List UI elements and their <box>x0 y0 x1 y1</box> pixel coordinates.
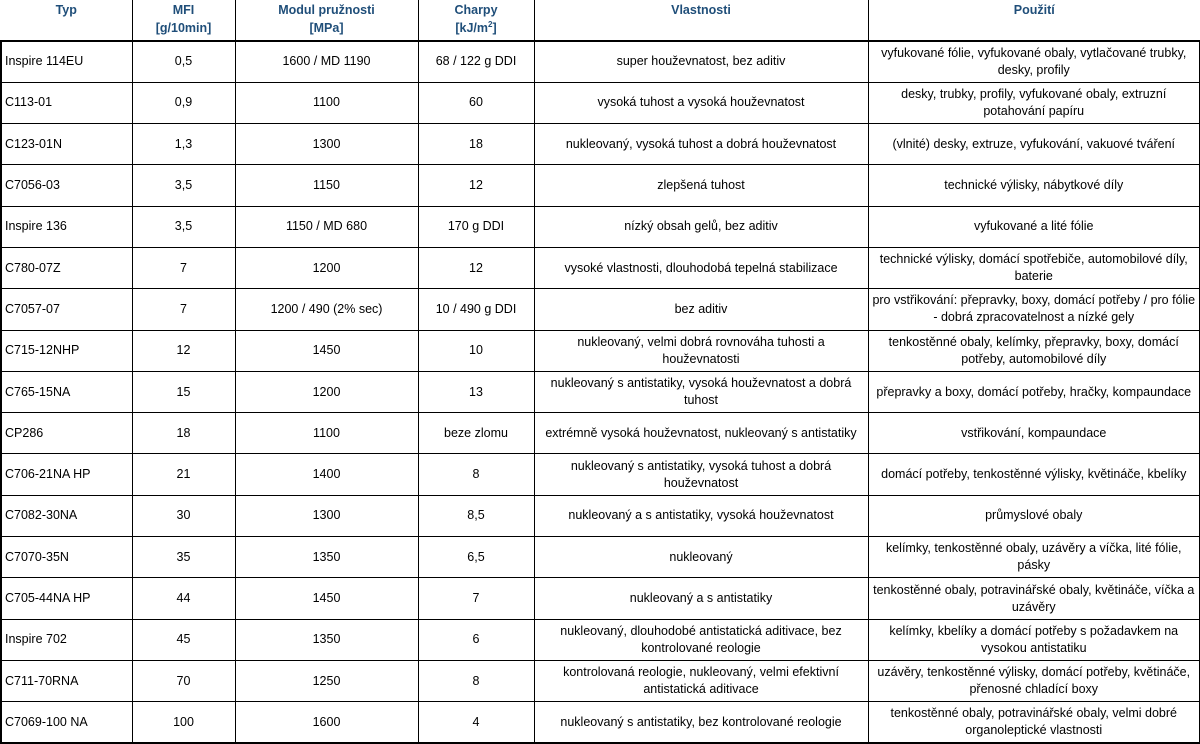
cell-modul: 1100 <box>235 413 418 454</box>
cell-charpy: 8 <box>418 454 534 495</box>
cell-vlastnosti: vysoká tuhost a vysoká houževnatost <box>534 82 868 123</box>
cell-typ: C715-12NHP <box>1 330 132 371</box>
cell-charpy: beze zlomu <box>418 413 534 454</box>
header-typ-label: Typ <box>55 3 77 17</box>
cell-mfi: 0,5 <box>132 41 235 82</box>
cell-pouziti: vstřikování, kompaundace <box>868 413 1200 454</box>
cell-vlastnosti: nukleovaný s antistatiky, bez kontrolované reologie <box>534 702 868 743</box>
cell-mfi: 15 <box>132 371 235 412</box>
cell-modul: 1600 <box>235 702 418 743</box>
table-row <box>1 124 1200 165</box>
cell-vlastnosti: nukleovaný, vysoká tuhost a dobrá houževnatost <box>534 124 868 165</box>
cell-charpy: 10 <box>418 330 534 371</box>
cell-typ: C711-70RNA <box>1 660 132 701</box>
cell-vlastnosti: zlepšená tuhost <box>534 165 868 206</box>
cell-pouziti: vyfukované fólie, vyfukované obaly, vytlačované trubky, desky, profily <box>868 41 1200 82</box>
header-mfi <box>132 0 235 41</box>
cell-charpy: 6 <box>418 619 534 660</box>
table-row <box>1 206 1200 247</box>
header-pouziti-label: Použití <box>1013 3 1055 17</box>
cell-mfi: 0,9 <box>132 82 235 123</box>
cell-typ: C7069-100 NA <box>1 702 132 743</box>
header-typ <box>1 0 132 41</box>
cell-vlastnosti: nukleovaný a s antistatiky <box>534 578 868 619</box>
cell-pouziti: (vlnité) desky, extruze, vyfukování, vakuové tváření <box>868 124 1200 165</box>
table-row <box>1 247 1200 288</box>
cell-vlastnosti: nukleovaný s antistatiky, vysoká tuhost a dobrá houževnatost <box>534 454 868 495</box>
cell-pouziti: domácí potřeby, tenkostěnné výlisky, květináče, kbelíky <box>868 454 1200 495</box>
cell-mfi: 70 <box>132 660 235 701</box>
cell-modul: 1350 <box>235 537 418 578</box>
cell-modul: 1200 / 490 (2% sec) <box>235 289 418 330</box>
cell-charpy: 12 <box>418 165 534 206</box>
table-row <box>1 330 1200 371</box>
header-pouziti <box>868 0 1200 41</box>
header-modul-label: Modul pružnosti <box>278 3 375 17</box>
cell-typ: Inspire 136 <box>1 206 132 247</box>
cell-pouziti: technické výlisky, nábytkové díly <box>868 165 1200 206</box>
cell-typ: Inspire 702 <box>1 619 132 660</box>
header-row <box>1 0 1200 41</box>
cell-mfi: 30 <box>132 495 235 536</box>
cell-pouziti: tenkostěnné obaly, kelímky, přepravky, boxy, domácí potřeby, automobilové díly <box>868 330 1200 371</box>
cell-modul: 1250 <box>235 660 418 701</box>
cell-pouziti: technické výlisky, domácí spotřebiče, automobilové díly, baterie <box>868 247 1200 288</box>
cell-typ: C7056-03 <box>1 165 132 206</box>
table-row <box>1 702 1200 743</box>
cell-charpy: 12 <box>418 247 534 288</box>
cell-pouziti: kelímky, tenkostěnné obaly, uzávěry a víčka, lité fólie, pásky <box>868 537 1200 578</box>
cell-vlastnosti: nukleovaný s antistatiky, vysoká houževnatost a dobrá tuhost <box>534 371 868 412</box>
table-row <box>1 660 1200 701</box>
cell-modul: 1350 <box>235 619 418 660</box>
cell-mfi: 21 <box>132 454 235 495</box>
cell-pouziti: tenkostěnné obaly, potravinářské obaly, květináče, víčka a uzávěry <box>868 578 1200 619</box>
cell-vlastnosti: super houževnatost, bez aditiv <box>534 41 868 82</box>
cell-typ: CP286 <box>1 413 132 454</box>
cell-vlastnosti: nukleovaný a s antistatiky, vysoká houževnatost <box>534 495 868 536</box>
header-modul-unit: [MPa] <box>309 21 344 35</box>
cell-charpy: 7 <box>418 578 534 619</box>
cell-charpy: 170 g DDI <box>418 206 534 247</box>
header-vlastnosti <box>534 0 868 41</box>
cell-modul: 1200 <box>235 247 418 288</box>
cell-typ: C780-07Z <box>1 247 132 288</box>
cell-modul: 1300 <box>235 495 418 536</box>
cell-pouziti: přepravky a boxy, domácí potřeby, hračky, kompaundace <box>868 371 1200 412</box>
cell-typ: C7082-30NA <box>1 495 132 536</box>
cell-modul: 1200 <box>235 371 418 412</box>
table-row <box>1 41 1200 82</box>
header-mfi-unit: [g/10min] <box>155 21 212 35</box>
table-row <box>1 371 1200 412</box>
cell-charpy: 18 <box>418 124 534 165</box>
cell-vlastnosti: extrémně vysoká houževnatost, nukleovaný s antistatiky <box>534 413 868 454</box>
cell-mfi: 3,5 <box>132 206 235 247</box>
cell-modul: 1450 <box>235 578 418 619</box>
cell-modul: 1300 <box>235 124 418 165</box>
cell-charpy: 60 <box>418 82 534 123</box>
cell-mfi: 35 <box>132 537 235 578</box>
cell-mfi: 12 <box>132 330 235 371</box>
table-row <box>1 454 1200 495</box>
cell-mfi: 45 <box>132 619 235 660</box>
cell-charpy: 6,5 <box>418 537 534 578</box>
cell-typ: C7057-07 <box>1 289 132 330</box>
cell-mfi: 44 <box>132 578 235 619</box>
table-row <box>1 537 1200 578</box>
cell-mfi: 1,3 <box>132 124 235 165</box>
cell-vlastnosti: vysoké vlastnosti, dlouhodobá tepelná stabilizace <box>534 247 868 288</box>
cell-typ: C765-15NA <box>1 371 132 412</box>
cell-typ: C705-44NA HP <box>1 578 132 619</box>
table-row <box>1 289 1200 330</box>
cell-mfi: 3,5 <box>132 165 235 206</box>
cell-modul: 1450 <box>235 330 418 371</box>
table-row <box>1 495 1200 536</box>
cell-pouziti: desky, trubky, profily, vyfukované obaly, extruzní potahování papíru <box>868 82 1200 123</box>
header-charpy <box>418 0 534 41</box>
cell-vlastnosti: nukleovaný, velmi dobrá rovnováha tuhosti a houževnatosti <box>534 330 868 371</box>
cell-pouziti: uzávěry, tenkostěnné výlisky, domácí potřeby, květináče, přenosné chladící boxy <box>868 660 1200 701</box>
cell-vlastnosti: nízký obsah gelů, bez aditiv <box>534 206 868 247</box>
cell-pouziti: pro vstřikování: přepravky, boxy, domácí potřeby / pro fólie - dobrá zpracovatelnost a nízké gely <box>868 289 1200 330</box>
header-charpy-unit: $[kJ/m^2]$ <box>455 19 497 35</box>
header-mfi-label: MFI <box>172 3 195 17</box>
cell-modul: 1400 <box>235 454 418 495</box>
cell-pouziti: průmyslové obaly <box>868 495 1200 536</box>
header-vlastnosti-label: Vlastnosti <box>671 3 731 17</box>
table-row <box>1 619 1200 660</box>
cell-mfi: 7 <box>132 247 235 288</box>
cell-vlastnosti: nukleovaný <box>534 537 868 578</box>
cell-typ: Inspire 114EU <box>1 41 132 82</box>
cell-mfi: 7 <box>132 289 235 330</box>
cell-vlastnosti: nukleovaný, dlouhodobé antistatická aditivace, bez kontrolované reologie <box>534 619 868 660</box>
cell-mfi: 18 <box>132 413 235 454</box>
cell-typ: C706-21NA HP <box>1 454 132 495</box>
cell-charpy: 4 <box>418 702 534 743</box>
cell-modul: 1150 / MD 680 <box>235 206 418 247</box>
cell-typ: C123-01N <box>1 124 132 165</box>
cell-charpy: 68 / 122 g DDI <box>418 41 534 82</box>
table-row <box>1 82 1200 123</box>
cell-modul: 1100 <box>235 82 418 123</box>
table-row <box>1 165 1200 206</box>
cell-modul: 1150 <box>235 165 418 206</box>
cell-typ: C7070-35N <box>1 537 132 578</box>
cell-vlastnosti: kontrolovaná reologie, nukleovaný, velmi efektivní antistatická aditivace <box>534 660 868 701</box>
header-modul <box>235 0 418 41</box>
cell-charpy: 8 <box>418 660 534 701</box>
cell-mfi: 100 <box>132 702 235 743</box>
cell-vlastnosti: bez aditiv <box>534 289 868 330</box>
header-charpy-label: Charpy <box>454 3 498 17</box>
cell-charpy: 13 <box>418 371 534 412</box>
cell-typ: C113-01 <box>1 82 132 123</box>
table-row <box>1 413 1200 454</box>
cell-charpy: 10 / 490 g DDI <box>418 289 534 330</box>
table-row <box>1 578 1200 619</box>
cell-pouziti: tenkostěnné obaly, potravinářské obaly, velmi dobré organoleptické vlastnosti <box>868 702 1200 743</box>
cell-pouziti: kelímky, kbelíky a domácí potřeby s požadavkem na vysokou antistatiku <box>868 619 1200 660</box>
cell-pouziti: vyfukované a lité fólie <box>868 206 1200 247</box>
cell-modul: 1600 / MD 1190 <box>235 41 418 82</box>
cell-charpy: 8,5 <box>418 495 534 536</box>
